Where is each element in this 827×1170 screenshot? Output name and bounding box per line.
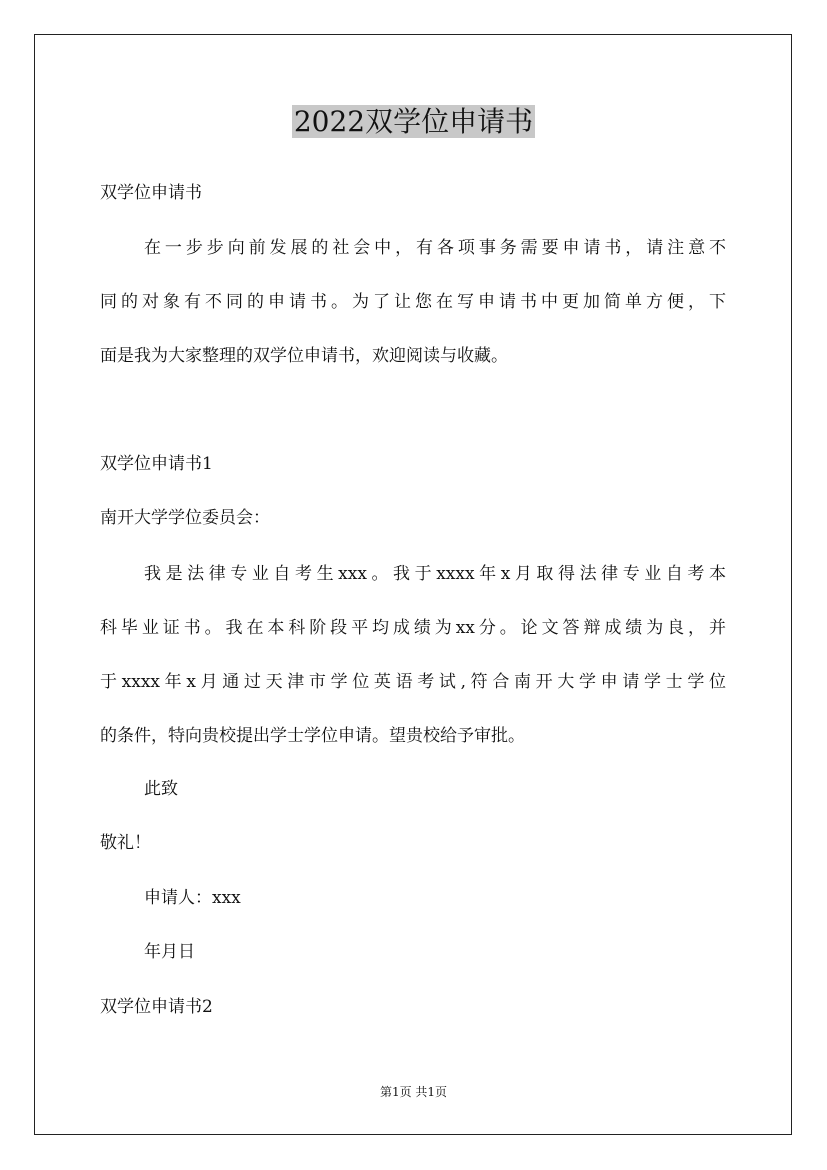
- salutation: 南开大学学位委员会：: [100, 508, 270, 528]
- document-title: [0, 100, 827, 144]
- section2-heading: 双学位申请书2: [100, 997, 213, 1017]
- document-subtitle: 双学位申请书: [100, 183, 202, 203]
- page-footer: 第1页 共1页: [379, 1085, 448, 1099]
- document-title-text: 2022双学位申请书: [293, 105, 534, 138]
- intro-line-3: 面是我为大家整理的双学位申请书，欢迎阅读与收藏。: [100, 346, 508, 366]
- closing-ci-zhi: 此致: [144, 779, 178, 799]
- body-line-3: 于xxxx年x月通过天津市学位英语考试,符合南开大学申请学士学位: [100, 672, 726, 692]
- body-line-2: 科毕业证书。我在本科阶段平均成绩为xx分。论文答辩成绩为良，并: [100, 618, 726, 638]
- body-line-4: 的条件，特向贵校提出学士学位申请。望贵校给予审批。: [100, 726, 525, 746]
- date-line: 年月日: [144, 942, 195, 962]
- signature-line: 申请人：xxx: [144, 888, 241, 908]
- body-line-1: 我是法律专业自考生xxx。我于xxxx年x月取得法律专业自考本: [144, 564, 726, 584]
- intro-line-2: 同的对象有不同的申请书。为了让您在写申请书中更加简单方便，下: [100, 292, 726, 312]
- intro-line-1: 在一步步向前发展的社会中，有各项事务需要申请书，请注意不: [144, 238, 726, 258]
- section1-heading: 双学位申请书1: [100, 454, 213, 474]
- closing-jing-li: 敬礼！: [100, 833, 151, 853]
